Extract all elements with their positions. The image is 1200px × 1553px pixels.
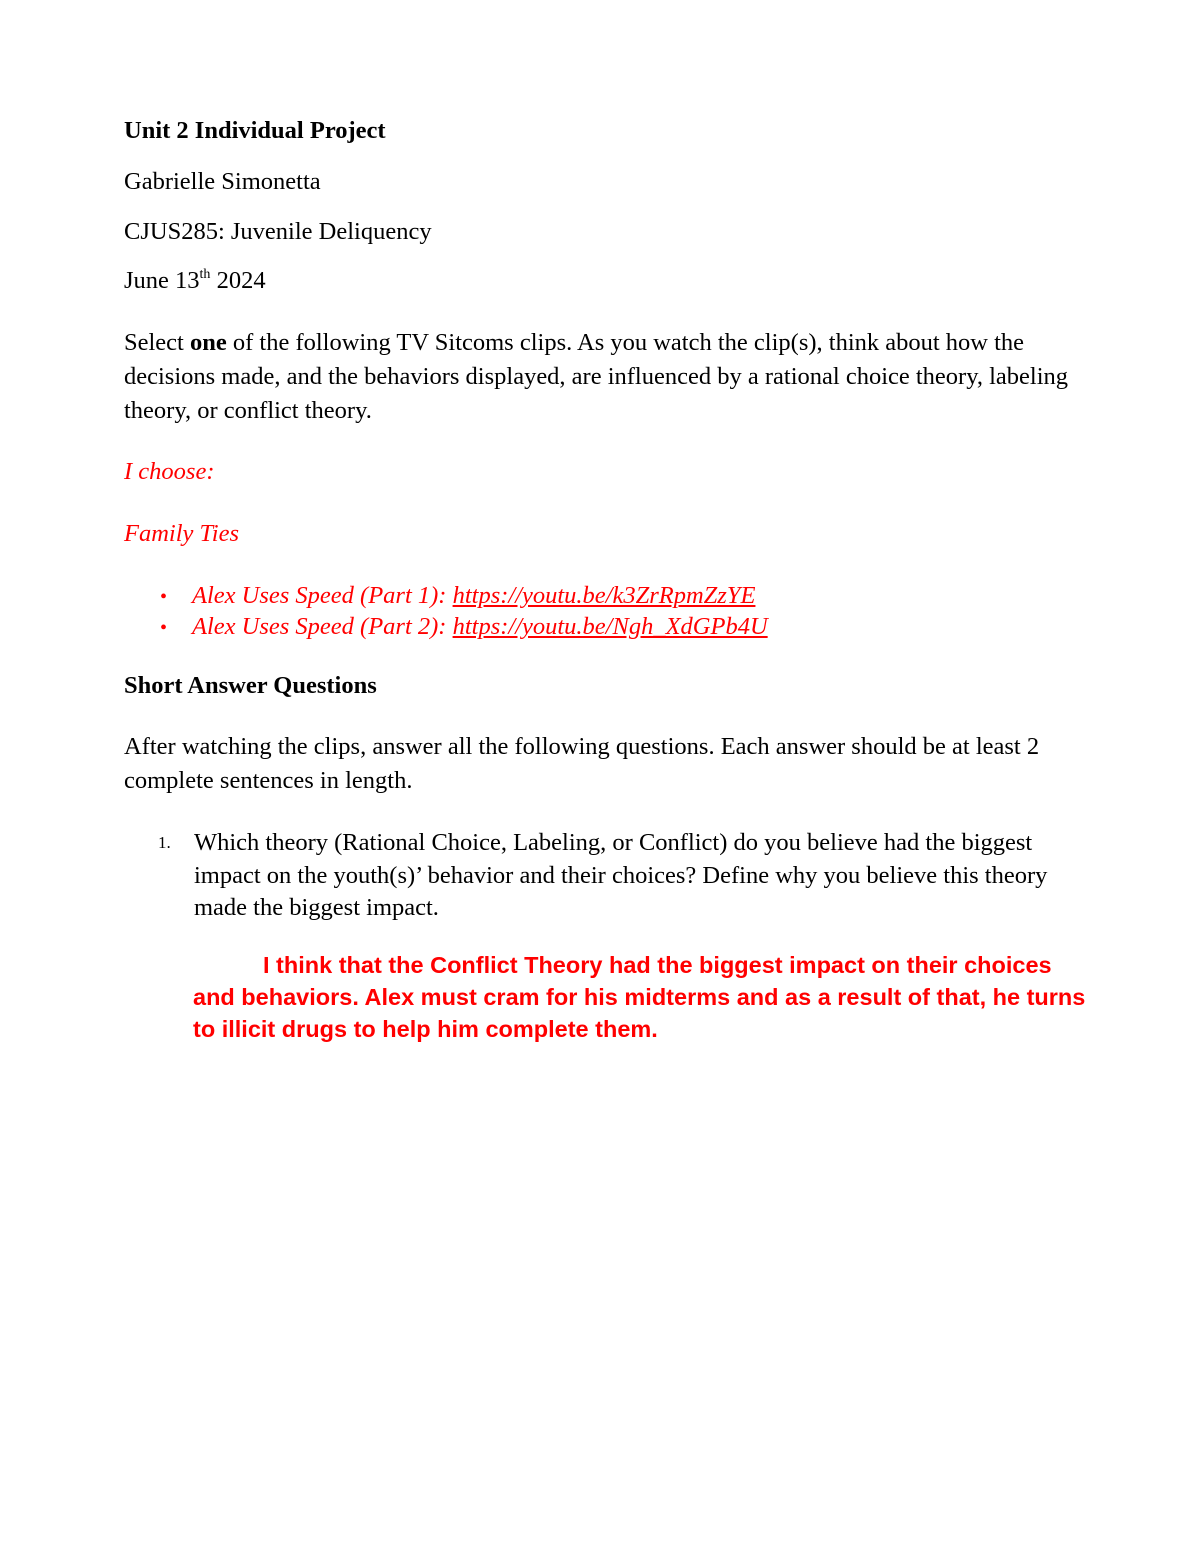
- document-date: [124, 264, 266, 298]
- author-name: Gabrielle Simonetta: [124, 168, 321, 195]
- clip-link[interactable]: https://youtu.be/k3ZrRpmZzYE: [452, 582, 756, 609]
- question-text: Which theory (Rational Choice, Labeling, or Conflict) do you believe had the biggest impact on the youth(s)’ behavior and their choices? Define why you believe this theory made the biggest impact.: [194, 829, 1048, 921]
- instructions-part2: of the following TV Sitcoms clips. As you watch the clip(s), think about how the decisions made, and the behaviors displayed, are influenced by a rational choice theory, labeling theory, or conflict theory.: [124, 329, 1069, 424]
- clip-list-item: [160, 579, 755, 614]
- question-item: [158, 827, 1078, 927]
- instructions-part1: Select: [124, 329, 190, 356]
- section-heading: Short Answer Questions: [124, 672, 377, 699]
- document-title: Unit 2 Individual Project: [124, 117, 386, 144]
- bullet-icon: •: [160, 617, 168, 639]
- choice-label: I choose:: [124, 458, 215, 485]
- bullet-icon: •: [160, 586, 168, 608]
- date-suffix: 2024: [210, 267, 266, 294]
- chosen-show: Family Ties: [124, 520, 240, 547]
- date-superscript: th: [199, 267, 211, 282]
- clip-list-item: [160, 610, 768, 645]
- instructions-bold-word: one: [190, 329, 227, 356]
- course-name: CJUS285: Juvenile Deliquency: [124, 218, 432, 245]
- question-number: 1.: [158, 833, 171, 852]
- answer-text: I think that the Conflict Theory had the biggest impact on their choices and behaviors. Alex must cram for his midterms and as a result of that, he turns to illicit drugs to help him complete them.: [193, 952, 1086, 1042]
- section-intro: After watching the clips, answer all the following questions. Each answer should be at least 2 complete sentences in length.: [124, 733, 1040, 794]
- clip-label: Alex Uses Speed (Part 2):: [192, 613, 453, 640]
- date-prefix: June 13: [124, 267, 200, 294]
- clip-link[interactable]: https://youtu.be/Ngh_XdGPb4U: [452, 613, 768, 640]
- clip-label: Alex Uses Speed (Part 1):: [192, 582, 453, 609]
- instructions-paragraph: [124, 326, 1084, 428]
